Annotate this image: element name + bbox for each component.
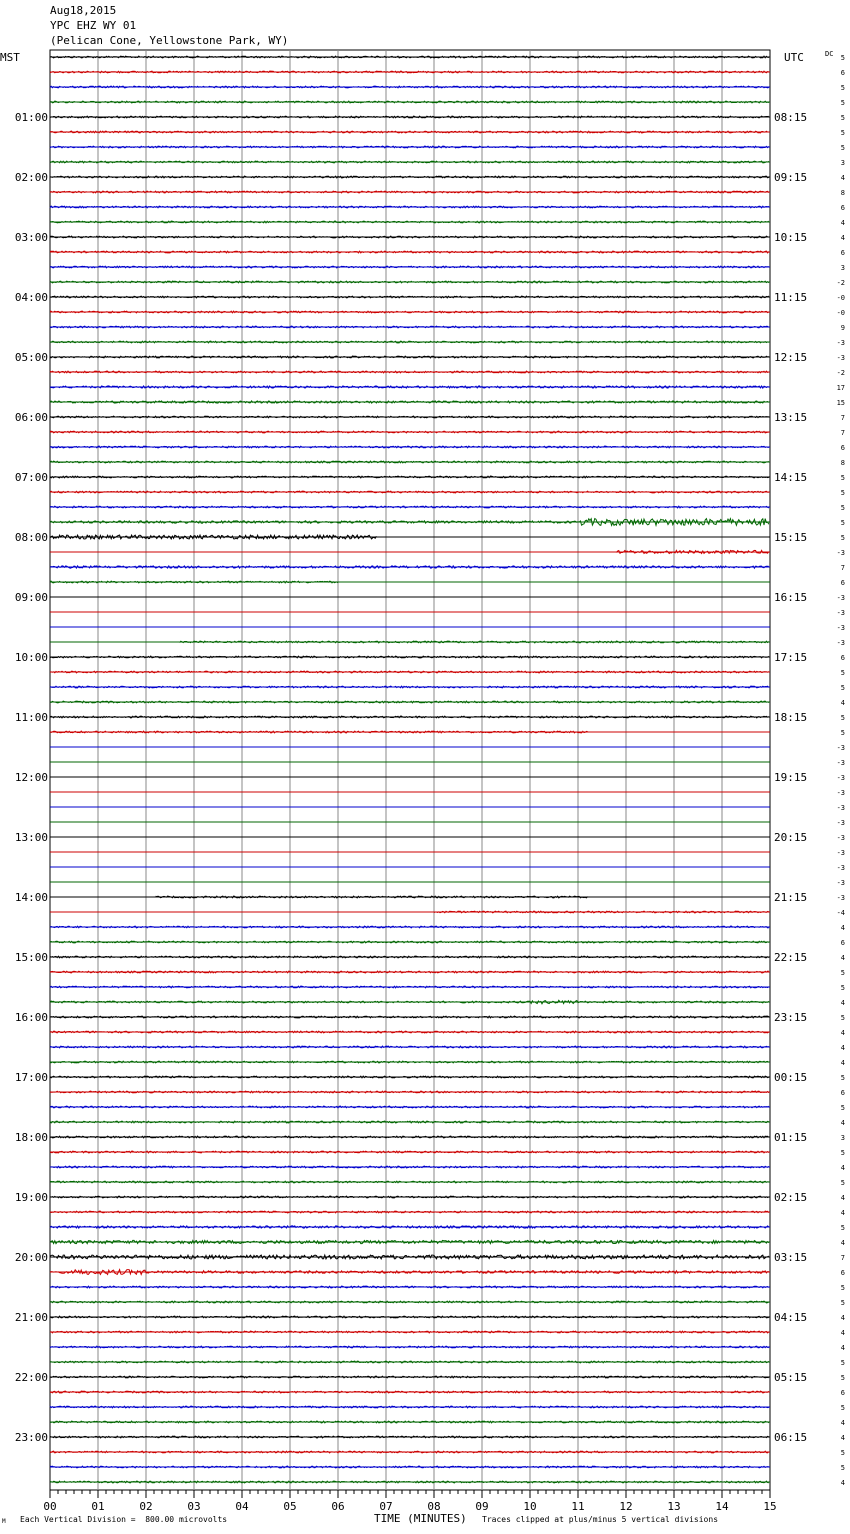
trace-waveform	[50, 491, 769, 493]
dc-offset: -3	[836, 639, 845, 647]
dc-offset: 5	[840, 1284, 845, 1292]
dc-offset: 5	[840, 474, 845, 482]
utc-hour-label: 17:15	[774, 651, 808, 664]
dc-offset: 3	[840, 159, 845, 167]
trace-waveform	[50, 281, 769, 283]
dc-offset: -3	[836, 819, 845, 827]
trace-waveform	[50, 476, 769, 478]
utc-hour-label: 20:15	[774, 831, 808, 844]
trace-waveform	[50, 1166, 769, 1168]
dc-offset: -0	[836, 309, 845, 317]
trace-waveform	[50, 656, 769, 658]
trace-waveform	[50, 1000, 769, 1004]
x-tick-label: 15	[763, 1500, 777, 1513]
dc-offset: 4	[840, 699, 845, 707]
clip-note: Traces clipped at plus/minus 5 vertical divisions	[482, 1515, 719, 1524]
dc-offset: 4	[840, 234, 845, 242]
dc-offset: 4	[840, 1119, 845, 1127]
dc-offset: 5	[840, 54, 845, 62]
dc-offset: -3	[836, 879, 845, 887]
dc-offset: 6	[840, 1269, 845, 1277]
trace-waveform	[50, 1091, 769, 1093]
dc-offset: 5	[840, 1179, 845, 1187]
mst-hour-label: 20:00	[14, 1251, 48, 1264]
utc-hour-label: 21:15	[774, 891, 808, 904]
dc-offset: -3	[836, 609, 845, 617]
dc-offset: 4	[840, 174, 845, 182]
utc-hour-label: 06:15	[774, 1431, 808, 1444]
header-location: (Pelican Cone, Yellowstone Park, WY)	[50, 34, 289, 47]
x-tick-label: 02	[139, 1500, 153, 1513]
trace-waveform	[50, 1211, 769, 1213]
dc-offset: 17	[836, 384, 845, 392]
dc-offset: -3	[836, 354, 845, 362]
dc-offset: 5	[840, 99, 845, 107]
dc-offset: -3	[836, 864, 845, 872]
x-tick-label: 14	[715, 1500, 729, 1513]
trace-waveform	[50, 251, 769, 253]
dc-offset: 5	[840, 144, 845, 152]
dc-offset: -2	[836, 369, 845, 377]
utc-hour-label: 18:15	[774, 711, 808, 724]
dc-offset: 4	[840, 1194, 845, 1202]
utc-hour-label: 14:15	[774, 471, 808, 484]
dc-offset: 7	[840, 429, 845, 437]
dc-offset: 4	[840, 1164, 845, 1172]
trace-waveform	[50, 1421, 769, 1423]
mst-hour-label: 03:00	[14, 231, 48, 244]
mst-hour-label: 12:00	[14, 771, 48, 784]
dc-offset: 4	[840, 1314, 845, 1322]
mst-hour-label: 06:00	[14, 411, 48, 424]
trace-waveform	[50, 1121, 769, 1123]
dc-offset: 5	[840, 1374, 845, 1382]
dc-offset: 4	[840, 1479, 845, 1487]
mst-hour-label: 07:00	[14, 471, 48, 484]
dc-offset: -3	[836, 624, 845, 632]
dc-offset: 5	[840, 1299, 845, 1307]
dc-offset: 5	[840, 969, 845, 977]
dc-offset: 6	[840, 69, 845, 77]
dc-offset: 5	[840, 1149, 845, 1157]
mst-hour-label: 21:00	[14, 1311, 48, 1324]
utc-hour-label: 01:15	[774, 1131, 808, 1144]
x-tick-label: 03	[187, 1500, 201, 1513]
trace-waveform	[50, 206, 769, 208]
dc-offset: 6	[840, 579, 845, 587]
dc-offset: 5	[840, 714, 845, 722]
dc-offset: 4	[840, 924, 845, 932]
dc-offset: -3	[836, 774, 845, 782]
dc-offset: 4	[840, 1059, 845, 1067]
dc-offset: -3	[836, 549, 845, 557]
dc-offset: -3	[836, 744, 845, 752]
utc-hour-label: 02:15	[774, 1191, 808, 1204]
x-tick-label: 05	[283, 1500, 297, 1513]
dc-offset: -2	[836, 279, 845, 287]
dc-offset: -4	[836, 909, 845, 917]
dc-offset: 4	[840, 999, 845, 1007]
mst-hour-label: 09:00	[14, 591, 48, 604]
dc-offset: 5	[840, 504, 845, 512]
mst-hour-label: 04:00	[14, 291, 48, 304]
trace-waveform	[50, 956, 769, 958]
utc-hour-label: 03:15	[774, 1251, 808, 1264]
trace-waveform	[50, 56, 769, 58]
dc-offset: 5	[840, 534, 845, 542]
mst-hour-label: 14:00	[14, 891, 48, 904]
dc-offset: 4	[840, 954, 845, 962]
dc-offset: 5	[840, 669, 845, 677]
mst-hour-label: 08:00	[14, 531, 48, 544]
x-tick-label: 11	[571, 1500, 585, 1513]
trace-waveform	[50, 371, 769, 373]
dc-offset: -0	[836, 294, 845, 302]
trace-waveform	[50, 1136, 769, 1138]
dc-offset: 6	[840, 1389, 845, 1397]
x-tick-label: 12	[619, 1500, 633, 1513]
utc-hour-label: 13:15	[774, 411, 808, 424]
x-tick-label: 04	[235, 1500, 249, 1513]
mst-hour-label: 11:00	[14, 711, 48, 724]
trace-waveform	[50, 1451, 769, 1453]
dc-offset: 4	[840, 1209, 845, 1217]
trace-waveform	[50, 101, 769, 103]
trace-waveform	[50, 1436, 769, 1438]
dc-offset: 5	[840, 1104, 845, 1112]
dc-offset: 6	[840, 1089, 845, 1097]
utc-axis-label: UTC	[784, 51, 804, 64]
dc-offset: 5	[840, 129, 845, 137]
trace-waveform	[50, 926, 769, 928]
dc-offset: 5	[840, 1449, 845, 1457]
trace-waveform	[50, 1031, 769, 1033]
trace-waveform	[180, 641, 769, 643]
utc-hour-label: 22:15	[774, 951, 808, 964]
dc-offset: 4	[840, 1329, 845, 1337]
dc-offset: 5	[840, 1224, 845, 1232]
dc-offset: 4	[840, 1239, 845, 1247]
mst-hour-label: 10:00	[14, 651, 48, 664]
dc-offset: 5	[840, 684, 845, 692]
dc-offset: 7	[840, 1254, 845, 1262]
trace-waveform	[50, 416, 769, 418]
mst-hour-label: 23:00	[14, 1431, 48, 1444]
trace-waveform	[50, 701, 769, 703]
dc-offset: 4	[840, 1029, 845, 1037]
dc-offset: -3	[836, 339, 845, 347]
dc-offset: 15	[836, 399, 845, 407]
trace-waveform	[50, 146, 769, 148]
dc-offset: 8	[840, 189, 845, 197]
trace-waveform	[50, 236, 769, 238]
dc-offset: 8	[840, 459, 845, 467]
mst-hour-label: 15:00	[14, 951, 48, 964]
scale-note: Each Vertical Division = 800.00 microvolts	[20, 1515, 228, 1524]
trace-waveform	[50, 1361, 769, 1363]
trace-waveform	[50, 266, 769, 268]
trace-waveform	[50, 1406, 769, 1408]
dc-offset: 5	[840, 1359, 845, 1367]
plot-frame	[50, 50, 770, 1490]
utc-hour-label: 23:15	[774, 1011, 808, 1024]
trace-waveform	[50, 161, 769, 163]
mst-hour-label: 05:00	[14, 351, 48, 364]
trace-waveform	[50, 1331, 769, 1333]
dc-offset: 4	[840, 219, 845, 227]
dc-offset: -3	[836, 759, 845, 767]
dc-offset: 5	[840, 519, 845, 527]
dc-offset: 3	[840, 1134, 845, 1142]
trace-waveform	[50, 731, 588, 733]
dc-offset: 6	[840, 204, 845, 212]
dc-offset: 5	[840, 489, 845, 497]
dc-offset: -3	[836, 894, 845, 902]
x-tick-label: 13	[667, 1500, 681, 1513]
mst-axis-label: MST	[0, 51, 20, 64]
dc-offset: 9	[840, 324, 845, 332]
x-axis-title: TIME (MINUTES)	[374, 1512, 467, 1525]
trace-waveform	[50, 1181, 769, 1183]
dc-offset: 5	[840, 1014, 845, 1022]
trace-waveform	[50, 971, 769, 973]
dc-offset: 5	[840, 1074, 845, 1082]
dc-offset: 4	[840, 1344, 845, 1352]
x-tick-label: 01	[91, 1500, 105, 1513]
dc-offset: 6	[840, 654, 845, 662]
dc-offset: 6	[840, 444, 845, 452]
trace-waveform	[50, 1196, 769, 1198]
header-station: YPC EHZ WY 01	[50, 19, 137, 32]
mst-hour-label: 18:00	[14, 1131, 48, 1144]
x-tick-label: 10	[523, 1500, 537, 1513]
mst-hour-label: 13:00	[14, 831, 48, 844]
header-date: Aug18,2015	[50, 4, 117, 17]
dc-offset: -3	[836, 594, 845, 602]
dc-offset: 5	[840, 984, 845, 992]
dc-offset: 5	[840, 729, 845, 737]
utc-hour-label: 09:15	[774, 171, 808, 184]
trace-waveform	[616, 550, 768, 553]
utc-hour-label: 16:15	[774, 591, 808, 604]
x-tick-label: 09	[475, 1500, 489, 1513]
dc-offset: 4	[840, 1434, 845, 1442]
dc-offset: 5	[840, 1464, 845, 1472]
dc-offset: 7	[840, 564, 845, 572]
trace-waveform	[50, 1301, 769, 1303]
mst-hour-label: 16:00	[14, 1011, 48, 1024]
dc-offset: -3	[836, 834, 845, 842]
dc-offset: 6	[840, 249, 845, 257]
mst-hour-label: 01:00	[14, 111, 48, 124]
dc-offset: -3	[836, 849, 845, 857]
dc-offset: -3	[836, 804, 845, 812]
mst-hour-label: 17:00	[14, 1071, 48, 1084]
x-tick-label: 08	[427, 1500, 441, 1513]
dc-offset: 5	[840, 84, 845, 92]
mst-hour-label: 22:00	[14, 1371, 48, 1384]
trace-waveform	[50, 221, 769, 223]
dc-offset: 4	[840, 1044, 845, 1052]
utc-hour-label: 00:15	[774, 1071, 808, 1084]
utc-hour-label: 12:15	[774, 351, 808, 364]
x-tick-label: 00	[43, 1500, 57, 1513]
mst-hour-label: 02:00	[14, 171, 48, 184]
utc-hour-label: 10:15	[774, 231, 808, 244]
corner-mark: M	[2, 1518, 6, 1525]
dc-offset: 3	[840, 264, 845, 272]
dc-label: DC	[825, 50, 834, 58]
utc-hour-label: 08:15	[774, 111, 808, 124]
utc-hour-label: 15:15	[774, 531, 808, 544]
trace-waveform	[50, 431, 769, 433]
dc-offset: 6	[840, 939, 845, 947]
x-tick-label: 06	[331, 1500, 345, 1513]
dc-offset: 4	[840, 1419, 845, 1427]
dc-offset: 7	[840, 414, 845, 422]
mst-hour-label: 19:00	[14, 1191, 48, 1204]
utc-hour-label: 05:15	[774, 1371, 808, 1384]
dc-offset: 5	[840, 1404, 845, 1412]
trace-waveform	[50, 1106, 769, 1108]
utc-hour-label: 11:15	[774, 291, 808, 304]
utc-hour-label: 19:15	[774, 771, 808, 784]
utc-hour-label: 04:15	[774, 1311, 808, 1324]
x-tick-label: 07	[379, 1500, 393, 1513]
dc-offset: -3	[836, 789, 845, 797]
dc-offset: 5	[840, 114, 845, 122]
trace-waveform	[50, 1061, 769, 1063]
